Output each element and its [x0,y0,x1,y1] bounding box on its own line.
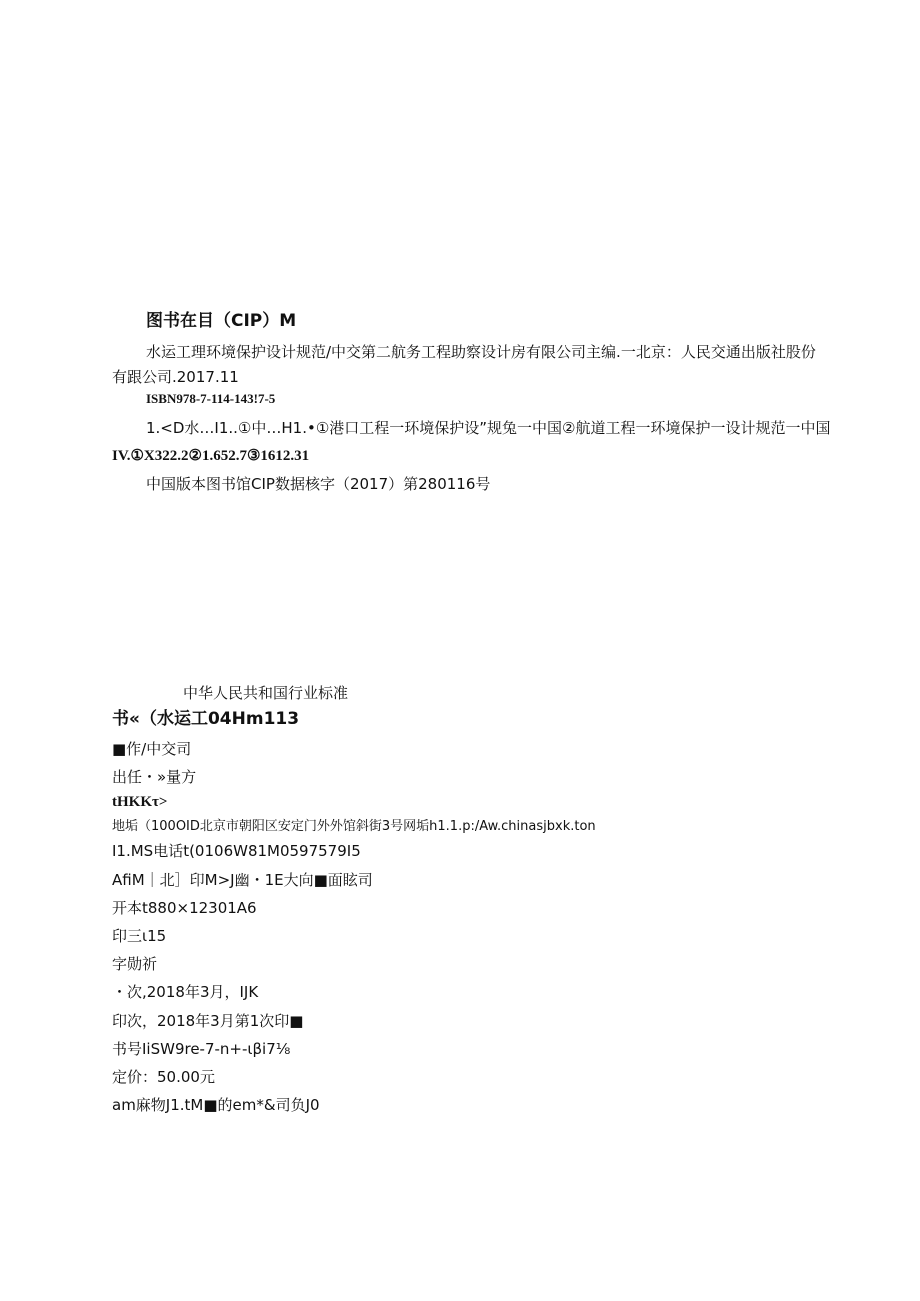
printer-line: AfiM｜北］印M>J幽・1E大向■面眩司 [112,871,373,889]
cip-description-line-1: 水运工理环境保护设计规范/中交第二航务工程助察设计房有限公司主编.一北京：人民交通出版社股份 [146,343,816,361]
printing-line: 印次，2018年3月第1次印■ [112,1012,304,1030]
copyright-line: am麻物J1.tM■的em*&司负J0 [112,1096,320,1114]
editor-line: 出任・»量方 [112,768,197,786]
word-count-line: 字勋祈 [112,955,158,973]
price-line: 定价：50.00元 [112,1068,215,1086]
cip-isbn: ISBN978-7-114-143!7-5 [146,391,276,406]
edition-line: ・次,2018年3月，IJK [112,983,259,1001]
cip-heading: 图书在目（CIP）M [146,311,297,331]
garbled-line: tHKKτ> [112,794,168,810]
cip-subject-line-2: IV.①X322.2②1.652.7③1612.31 [112,448,310,464]
book-title: 书«（水运工04Hm113 [112,709,300,729]
printed-sheets-line: 印三ι15 [112,927,167,945]
publisher-phone: I1.MS电话t(0106W81M0597579I5 [112,842,361,860]
book-number-line: 书号IiSW9re-7-n+-ιβi7⅛ [112,1040,291,1058]
format-line: 开本t880×12301A6 [112,899,257,917]
publisher-address: 地垢（100OID北京市朝阳区安定门外外馆斜街3号网垢h1.1.p:/Aw.chinasjbxk.ton [112,819,596,834]
cip-subject-line-1: 1.<D水…I1..①中…H1.•①港口工程一环境保护设”规兔一中国②航道工程一环境保护一设计规范一中国 [146,419,831,437]
author-line: ■作/中交司 [112,740,192,758]
cip-description-line-2: 有跟公司.2017.11 [112,368,239,386]
standard-name: 中华人民共和国行业标准 [183,684,349,702]
cip-record-number: 中国版本图书馆CIP数据核字（2017）第280116号 [146,475,491,493]
